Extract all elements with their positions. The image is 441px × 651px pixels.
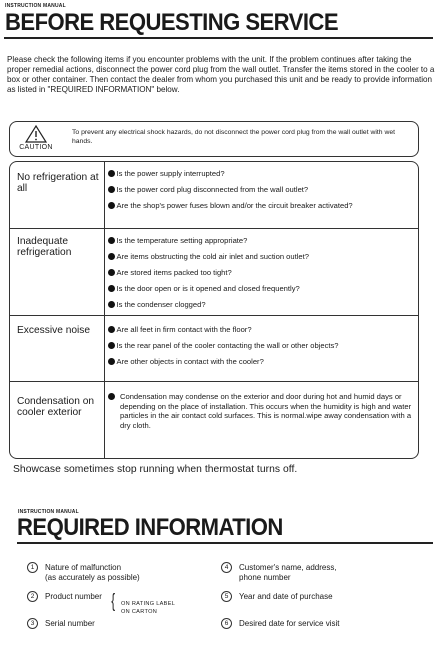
intro-paragraph: Please check the following items if you encounter problems with the unit. If the problem continues after taking the proper remedial actions, disconnect the power cord plug from the wall outlet. Transfer the items stored in the cooler to a box or other container. Then contact the dealer from whom you purchased this unit and be ready to provide information as listed in "REQUIRED INFORMATION" below. xyxy=(7,55,435,94)
problem-label: Condensation on cooler exterior xyxy=(17,396,95,418)
check-list xyxy=(108,169,412,217)
bullet-icon xyxy=(108,202,115,209)
bullet-icon xyxy=(108,393,115,400)
item-text: Serial number xyxy=(45,619,95,628)
page-title: BEFORE REQUESTING SERVICE xyxy=(5,9,339,36)
check-item: Is the power cord plug disconnected from the wall outlet? xyxy=(108,185,412,195)
section-title: REQUIRED INFORMATION xyxy=(17,514,283,541)
item-subtext: (as accurately as possible) xyxy=(45,573,140,582)
problem-label: No refrigeration at all xyxy=(17,172,99,194)
bullet-icon xyxy=(108,237,115,244)
check-item: Are other objects in contact with the cooler? xyxy=(108,357,412,367)
check-item: Is the condenser clogged? xyxy=(108,300,412,310)
item-text: Product number xyxy=(45,592,102,601)
check-item: Are items obstructing the cold air inlet and suction outlet? xyxy=(108,252,412,262)
troubleshooting-table xyxy=(9,161,419,459)
bullet-icon xyxy=(108,358,115,365)
caution-label: CAUTION xyxy=(19,144,53,151)
warning-triangle-icon xyxy=(25,125,47,143)
check-list xyxy=(108,325,412,373)
brace-icon: { xyxy=(111,591,116,612)
caution-text: To prevent any electrical shock hazards, do not disconnect the power cord plug from the wall outlet with wet hands. xyxy=(72,129,396,145)
item-text: Customer's name, address, xyxy=(239,563,337,572)
problem-label: Excessive noise xyxy=(17,325,91,336)
check-item: Are the shop's power fuses blown and/or the circuit breaker activated? xyxy=(108,201,412,211)
required-item xyxy=(221,592,333,602)
bullet-icon xyxy=(108,170,115,177)
table-row xyxy=(10,229,418,316)
check-list xyxy=(108,236,412,316)
bullet-icon xyxy=(108,301,115,308)
check-item: Is the temperature setting appropriate? xyxy=(108,236,412,246)
number-badge: 3 xyxy=(27,618,38,629)
item-text: Nature of malfunction xyxy=(45,563,122,572)
number-badge: 2 xyxy=(27,591,38,602)
title-divider xyxy=(4,37,433,39)
required-item xyxy=(27,619,95,629)
thermostat-note: Showcase sometimes stop running when thermostat turns off. xyxy=(13,464,298,475)
item-text: Desired date for service visit xyxy=(239,619,340,628)
item-subtext: phone number xyxy=(239,573,291,582)
table-row xyxy=(10,316,418,382)
table-row xyxy=(10,162,418,229)
manual-label: INSTRUCTION MANUAL xyxy=(18,509,79,515)
required-item xyxy=(27,563,140,583)
bullet-icon xyxy=(108,253,115,260)
check-list xyxy=(108,392,412,437)
bullet-icon xyxy=(108,342,115,349)
required-item xyxy=(221,619,339,629)
check-item: Is the door open or is it opened and closed frequently? xyxy=(108,284,412,294)
caution-box xyxy=(9,121,419,157)
number-badge: 5 xyxy=(221,591,232,602)
bullet-icon xyxy=(108,326,115,333)
check-item: Is the power supply interrupted? xyxy=(108,169,412,179)
check-item: Condensation may condense on the exterior and door during hot and humid days or depending on the place of installation. This occurs when the humidity is high and water particles in the air contact cold surfaces. This is normal.wipe away condensation with a dry cloth. xyxy=(108,392,412,430)
required-item xyxy=(27,592,102,602)
problem-label: Inadequate refrigeration xyxy=(17,236,72,258)
bullet-icon xyxy=(108,285,115,292)
required-item xyxy=(221,563,337,583)
caution-block xyxy=(16,125,56,151)
number-badge: 6 xyxy=(221,618,232,629)
number-badge: 4 xyxy=(221,562,232,573)
manual-label: INSTRUCTION MANUAL xyxy=(5,3,66,9)
check-item: Is the rear panel of the cooler contacting the wall or other objects? xyxy=(108,341,412,351)
item-text: Year and date of purchase xyxy=(239,592,333,601)
bullet-icon xyxy=(108,269,115,276)
number-badge: 1 xyxy=(27,562,38,573)
check-item: Are stored items packed too tight? xyxy=(108,268,412,278)
title-divider xyxy=(17,542,433,544)
bullet-icon xyxy=(108,186,115,193)
check-item: Are all feet in firm contact with the floor? xyxy=(108,325,412,335)
rating-note: ON RATING LABEL ON CARTON xyxy=(121,601,176,615)
table-row xyxy=(10,382,418,459)
